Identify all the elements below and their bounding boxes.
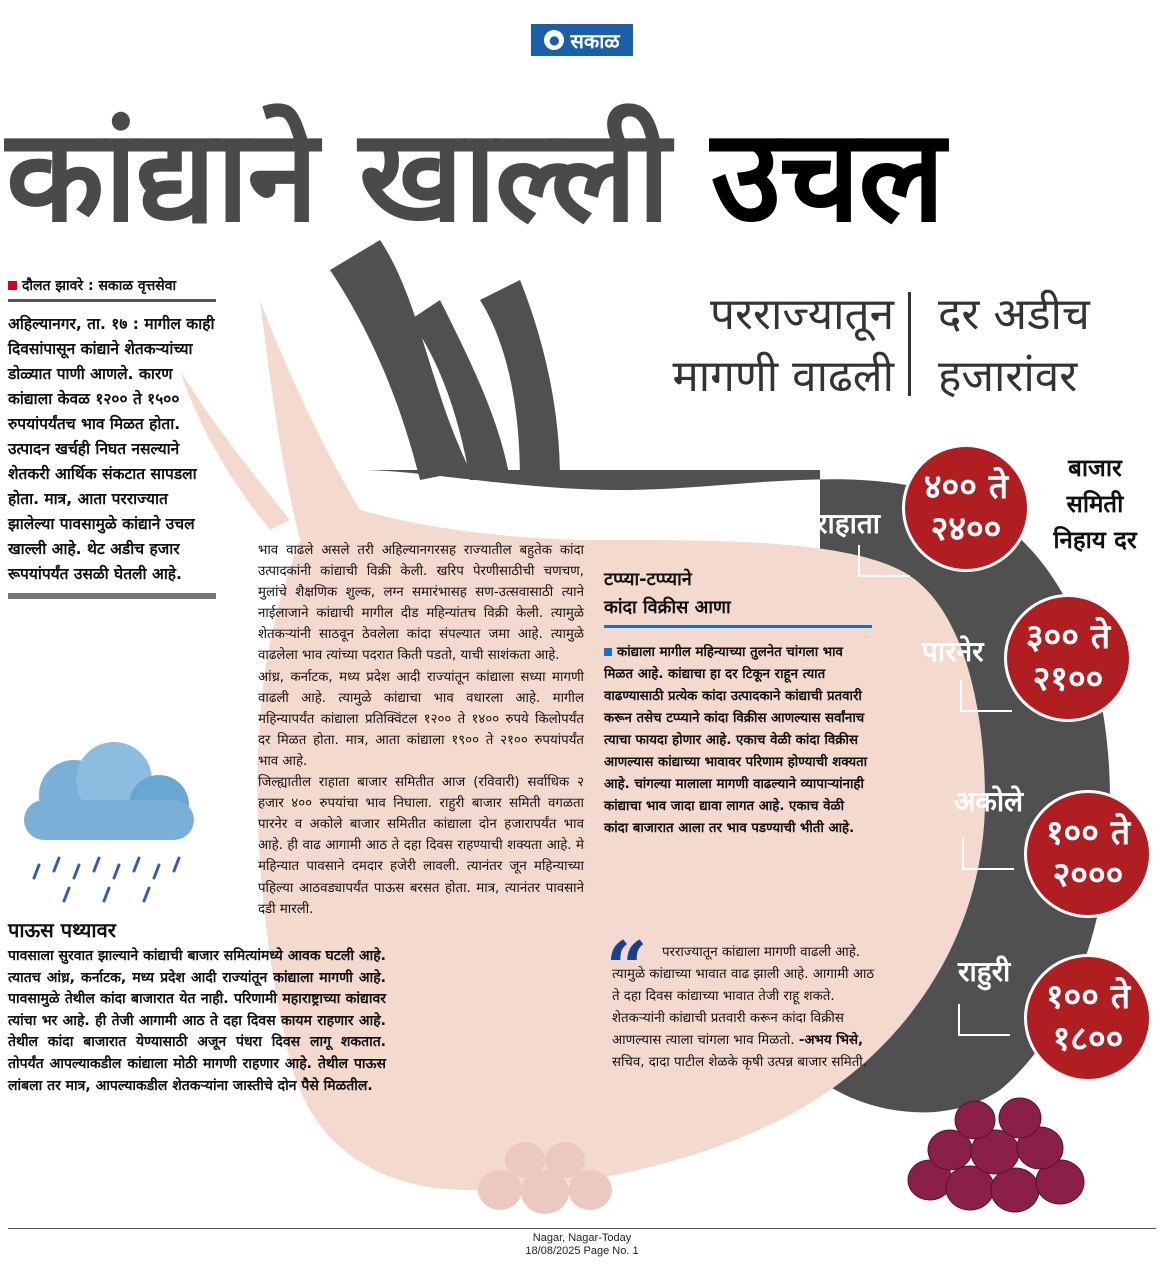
subhead-right-line2: हजारांवर [938,351,1078,402]
footer [0,1232,1164,1258]
price-rahata-line1: ४०० ते [923,467,1009,507]
subhead-left [634,284,894,408]
faded-onion-pile-icon [470,1130,620,1220]
price-rahata-line2: २४०० [930,509,1002,549]
market-label-line2: समिती [1066,490,1124,518]
subhead-left-line2: मागणी वाढली [672,351,894,402]
market-label-line3: निहाय दर [1053,526,1137,554]
lead-paragraph: अहिल्यानगर, ता. १७ : मागील काही दिवसांपासून कांद्याने शेतकऱ्यांच्या डोळ्यात पाणी आणले. कारण कांद्याला केवळ १२०० ते १५०० रुपयांपर्यंतच भाव मिळत होता. उत्पादन खर्चही निघत नसल्याने शेतकरी आर्थिक संकटात सापडला होता. मात्र, आता परराज्यात झालेल्या पावसामुळे कांद्याने उचल खाल्ली आहे. थेट अडीच हजार रूपयांपर्यंत उसळी घेतली आहे. [8,312,216,599]
headline-part2: उचल [710,102,944,251]
market-pointer-rahuri [958,1004,1010,1036]
quote-text: परराज्यातून कांद्याला मागणी वाढली आहे. त्यामुळे कांद्याच्या भावात वाढ झाली आहे. आगामी आठ ते दहा दिवस कांद्याच्या भावात तेजी राहू शकते. शेतकऱ्यांनी कांद्याची प्रतवारी करून कांदा विक्रीस आणल्यास त्याला चांगला भाव मिळतो. [612,945,875,1048]
footer-date-page: 18/08/2025 Page No. 1 [525,1245,639,1257]
subhead-divider [908,292,911,396]
headline-part1: कांद्याने खाल्ली [6,102,711,251]
advice-heading [604,566,872,628]
rain-cloud-icon [14,740,204,905]
center-paragraph-3: जिल्ह्यातील राहाता बाजार समितीत आज (रविवारी) सर्वाधिक २ हजार ४०० रुपयांचा भाव निघाला. राहुरी बाजार समिती वगळता पारनेर व अकोले बाजार समितीत कांद्याला दोन हजारापर्यंत भाव आहे. ही वाढ आगामी आठ ते दहा दिवस राहण्याची शक्यता आहे. मे महिन्यात पावसाने दमदार हजेरी लावली. त्यानंतर जून महिन्याच्या पहिल्या आठवड्यापर्यंत पाऊस बरसत होता. मात्र, त्यानंतर पावसाने दडी मारली. [258,775,584,917]
advice-text: कांद्याला मागील महिन्याच्या तुलनेत चांगला भाव मिळत आहे. कांद्याचा हा दर टिकून राहून त्यात वाढण्यासाठी प्रत्येक कांदा उत्पादकाने कांद्याची प्रतवारी करून तसेच टप्प्याने कांदा विक्रीस आणल्यास सर्वांनाच त्याचा फायदा होणार आहे. एकाच वेळी कांदा विक्रीस आणल्यास कांद्याच्या भावावर परिणाम होण्याची शक्यता आहे. चांगल्या मालाला मागणी वाढल्याने व्यापाऱ्यांनाही कांद्याचा भाव जादा द्यावा लागत आहे. एकाच वेळी कांदा बाजारात आला तर भाव पडण्याची भीती आहे. [604,645,868,836]
price-circle-rahata [902,444,1030,572]
price-parner-line2: २१०० [1032,659,1104,699]
market-name-parner: पारनेर [922,635,984,668]
market-pointer-akole [962,838,1014,870]
price-akole-line2: २००० [1052,855,1124,895]
quote-icon: “ [606,925,648,1010]
market-name-rahata: राहाता [816,507,881,540]
subhead-right [938,284,1128,408]
quote-author-title: सचिव, दादा पाटील शेळके कृषी उत्पन्न बाजार समिती. [612,1055,867,1070]
price-akole-line1: १०० ते [1045,813,1131,853]
center-article [258,540,584,920]
center-paragraph-1: भाव वाढले असले तरी अहिल्यानगरसह राज्यातील बहुतेक कांदा उत्पादकांनी कांद्याची विक्री केली. खरिप पेरणीसाठीची चणचण, मुलांचे शैक्षणिक शुल्क, लग्न समारंभासह सण-उत्सवासाठी त्याने नाईलाजाने कांद्याची मागील दीड महिन्यांतच विक्री केली. त्यामुळे शेतकऱ्यांनी साठवून ठेवलेला कांदा संपल्यात जमा आहे. त्यामुळे वाढलेला भाव त्यांच्या पदरात किती पडतो, याची साशंकता आहे. [258,543,584,664]
market-pointer-parner [960,680,1012,712]
onion-pile-icon [905,1090,1095,1220]
price-rahuri-line1: १०० ते [1045,977,1131,1017]
quote-author: -अभय भिसे, [798,1033,864,1048]
price-parner-line1: ३०० ते [1025,617,1111,657]
market-label-line1: बाजार [1068,454,1122,482]
footer-edition: Nagar, Nagar-Today [532,1232,632,1244]
rain-text: पावसाला सुरवात झाल्याने कांद्याची बाजार समित्यांमध्ये आवक घटली आहे. त्यातच आंध्र, कर्नाटक, मध्य प्रदेश आदी राज्यांतून कांद्याला मागणी आहे. पावसामुळे तेथील कांदा बाजारात येत नाही. परिणामी महाराष्ट्राच्या कांद्यावर त्यांचा भर आहे. ही तेजी आगामी आठ ते दहा दिवस कायम राहणार आहे. तेथील कांदा बाजारात येण्यासाठी अजून पंधरा दिवस लागू शकतात. तोपर्यंत आपल्याकडील कांद्याला मोठी मागणी राहणार आहे. तेथील पाऊस लांबला तर मात्र, आपल्याकडील शेतकऱ्यांना जास्तीचे दोन पैसे मिळतील. [8,948,386,1094]
advice-heading-line2: कांदा विक्रीस आणा [604,597,731,618]
rain-heading: पाऊस पथ्यावर [8,918,116,942]
market-name-akole: अकोले [954,785,1024,818]
advice-heading-line1: टप्प्या-टप्प्याने [604,569,692,590]
headline [0,92,1164,262]
price-circle-parner [1004,594,1132,722]
quote-block [612,942,882,1074]
market-name-rahuri: राहुरी [958,955,1011,988]
market-rates-label [1030,450,1160,558]
subhead-right-line1: दर अडीच [938,289,1090,340]
center-paragraph-2: आंध्र, कर्नाटक, मध्य प्रदेश आदी राज्यांतून कांद्याला सध्या मागणी वाढली आहे. त्यामुळे कांद्याचा भाव वधारला आहे. मागील महिन्यापर्यंत कांद्याला प्रतिक्विंटल १२०० ते १४०० रुपये किलोपर्यंत दर मिळत होता. मात्र, आता कांद्याला १९०० ते २१०० रुपयांपर्यंत भाव आहे. [258,669,584,769]
byline [8,276,216,302]
market-pointer-rahata [858,545,910,577]
masthead-logo [531,24,633,56]
price-circle-rahuri [1024,954,1152,1082]
sakal-logo-icon: ● [544,30,564,50]
advice-text-block [604,642,872,840]
price-circle-akole [1024,790,1152,918]
price-rahuri-line2: १८०० [1052,1019,1124,1059]
masthead-name: सकाळ [570,28,620,53]
advice-marker-icon [604,648,612,656]
subhead-left-line1: परराज्यातून [710,289,894,340]
byline-marker-icon [8,281,17,290]
byline-text: दौलत झावरे : सकाळ वृत्तसेवा [22,278,177,294]
footer-rule [8,1228,1156,1229]
